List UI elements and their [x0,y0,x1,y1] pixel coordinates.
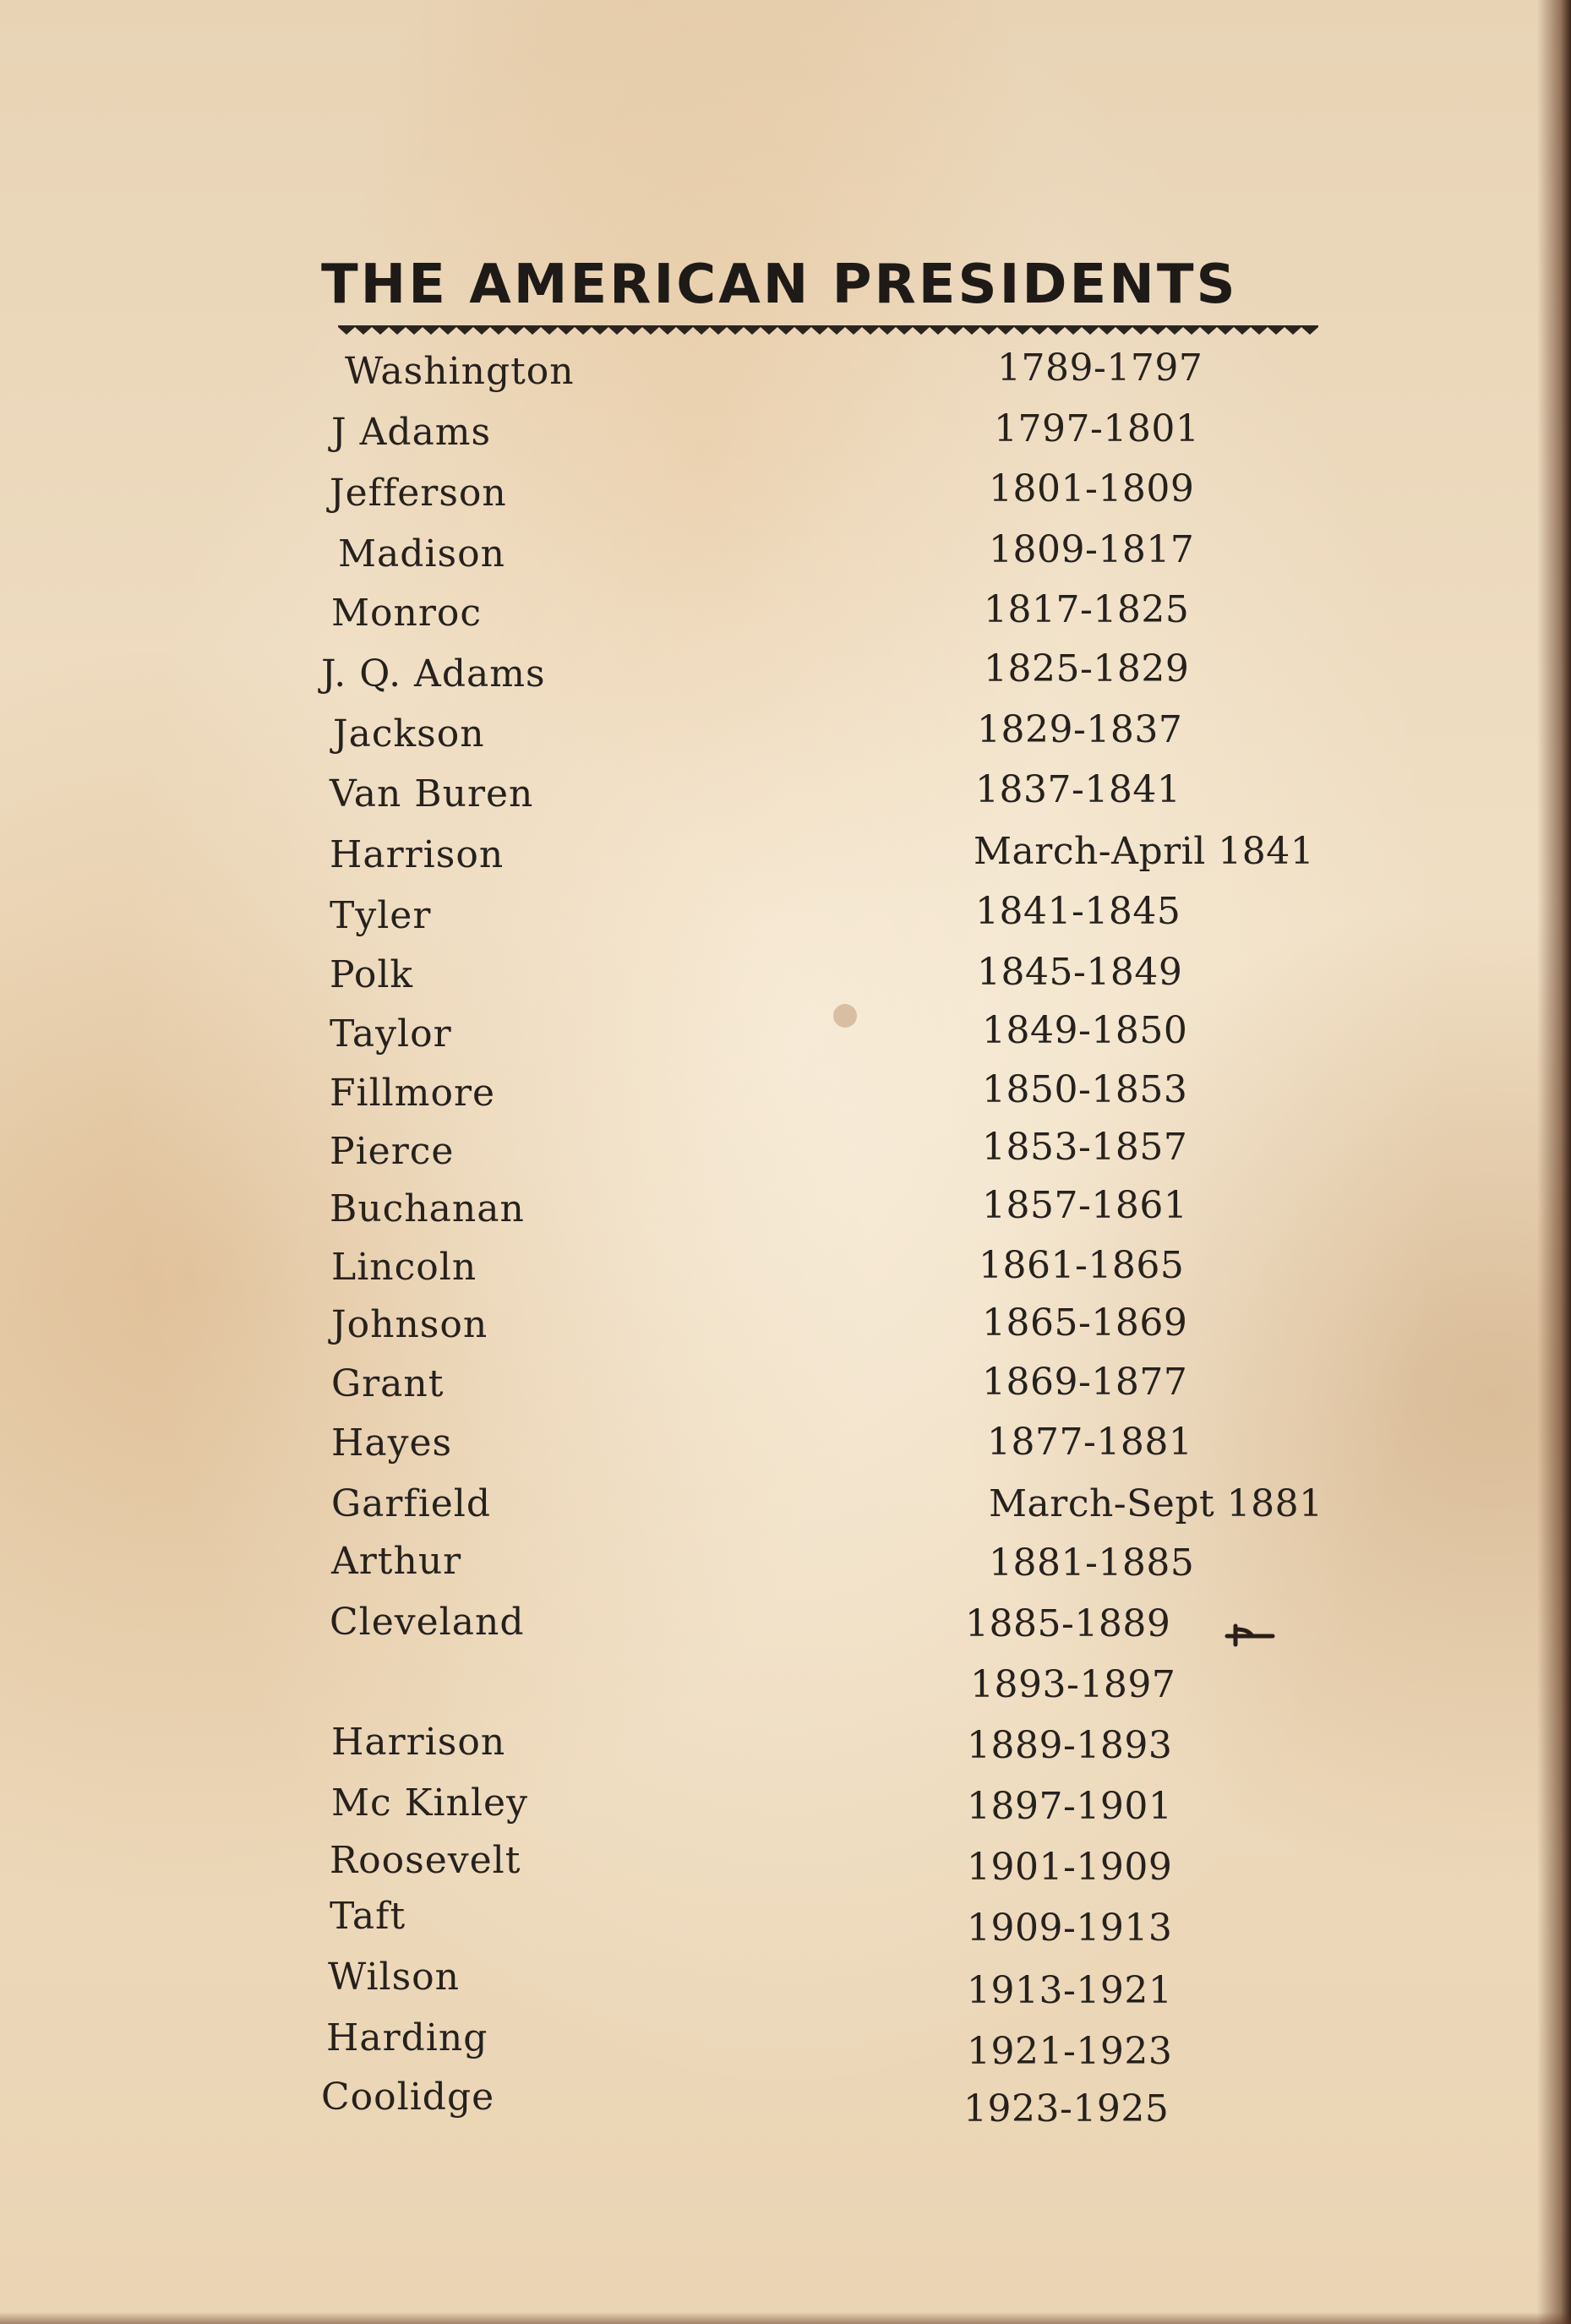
pencil-mark-icon [1224,1621,1276,1650]
president-term: 1797-1801 [994,407,1200,450]
president-name: Garfield [331,1482,492,1525]
president-name: Wilson [328,1956,461,1999]
page-title: THE AMERICAN PRESIDENTS [321,254,1238,316]
president-name: J. Q. Adams [321,652,546,696]
president-term: 1809-1817 [989,528,1195,571]
president-term: 1897-1901 [967,1785,1173,1828]
president-name: Washington [345,350,575,393]
president-term: 1877-1881 [987,1421,1193,1464]
president-name: Pierce [330,1130,455,1173]
president-name: Fillmore [330,1072,496,1115]
president-name: Jefferson [330,472,507,515]
president-name: J Adams [331,411,492,454]
president-term: 1825-1829 [984,647,1190,690]
president-name: Harding [326,2016,488,2059]
president-term: 1841-1845 [975,890,1181,933]
president-name: Van Buren [330,772,534,816]
president-term: 1850-1853 [982,1068,1188,1111]
president-term: 1913-1921 [967,1969,1173,2012]
president-term: 1901-1909 [967,1846,1173,1889]
president-term: 1857-1861 [982,1184,1188,1227]
president-term: 1921-1923 [967,2030,1173,2073]
president-term: 1845-1849 [977,951,1183,994]
president-term: 1865-1869 [982,1301,1188,1345]
president-name: Johnson [331,1303,488,1346]
president-term: 1861-1865 [979,1244,1185,1287]
president-term: 1829-1837 [977,708,1183,751]
president-name: Polk [330,953,414,996]
president-term: 1849-1850 [982,1009,1188,1052]
president-term: 1801-1809 [989,467,1195,510]
president-term: 1893-1897 [970,1663,1176,1706]
president-name: Buchanan [330,1187,525,1230]
president-name: Arthur [331,1540,462,1583]
president-name: Mc Kinley [331,1781,528,1825]
president-term: 1881-1885 [989,1541,1195,1585]
president-name: Harrison [330,833,505,876]
president-name: Madison [338,532,505,576]
president-name: Grant [331,1362,445,1405]
ink-blot [828,999,862,1033]
president-term: 1789-1797 [997,346,1203,390]
president-term: 1853-1857 [982,1126,1188,1169]
president-name: Tyler [330,894,432,937]
president-name: Coolidge [321,2076,495,2119]
president-name: Lincoln [331,1246,477,1289]
president-term: 1869-1877 [982,1361,1188,1404]
president-term: March-Sept 1881 [989,1482,1323,1525]
president-term: 1909-1913 [967,1907,1173,1950]
president-name: Jackson [333,712,485,756]
president-name: Taft [330,1895,406,1938]
president-name: Monroc [331,592,483,635]
president-term: 1885-1889 [965,1602,1171,1645]
president-term: 1889-1893 [967,1724,1173,1767]
president-term: March-April 1841 [974,830,1315,873]
president-term: 1817-1825 [984,588,1190,631]
president-name: Hayes [331,1421,453,1465]
president-name: Harrison [331,1721,506,1764]
president-name: Taylor [330,1012,452,1056]
president-term: 1923-1925 [963,2087,1170,2130]
president-name: Roosevelt [330,1839,521,1882]
president-name: Cleveland [330,1601,525,1644]
president-term: 1837-1841 [975,768,1181,811]
